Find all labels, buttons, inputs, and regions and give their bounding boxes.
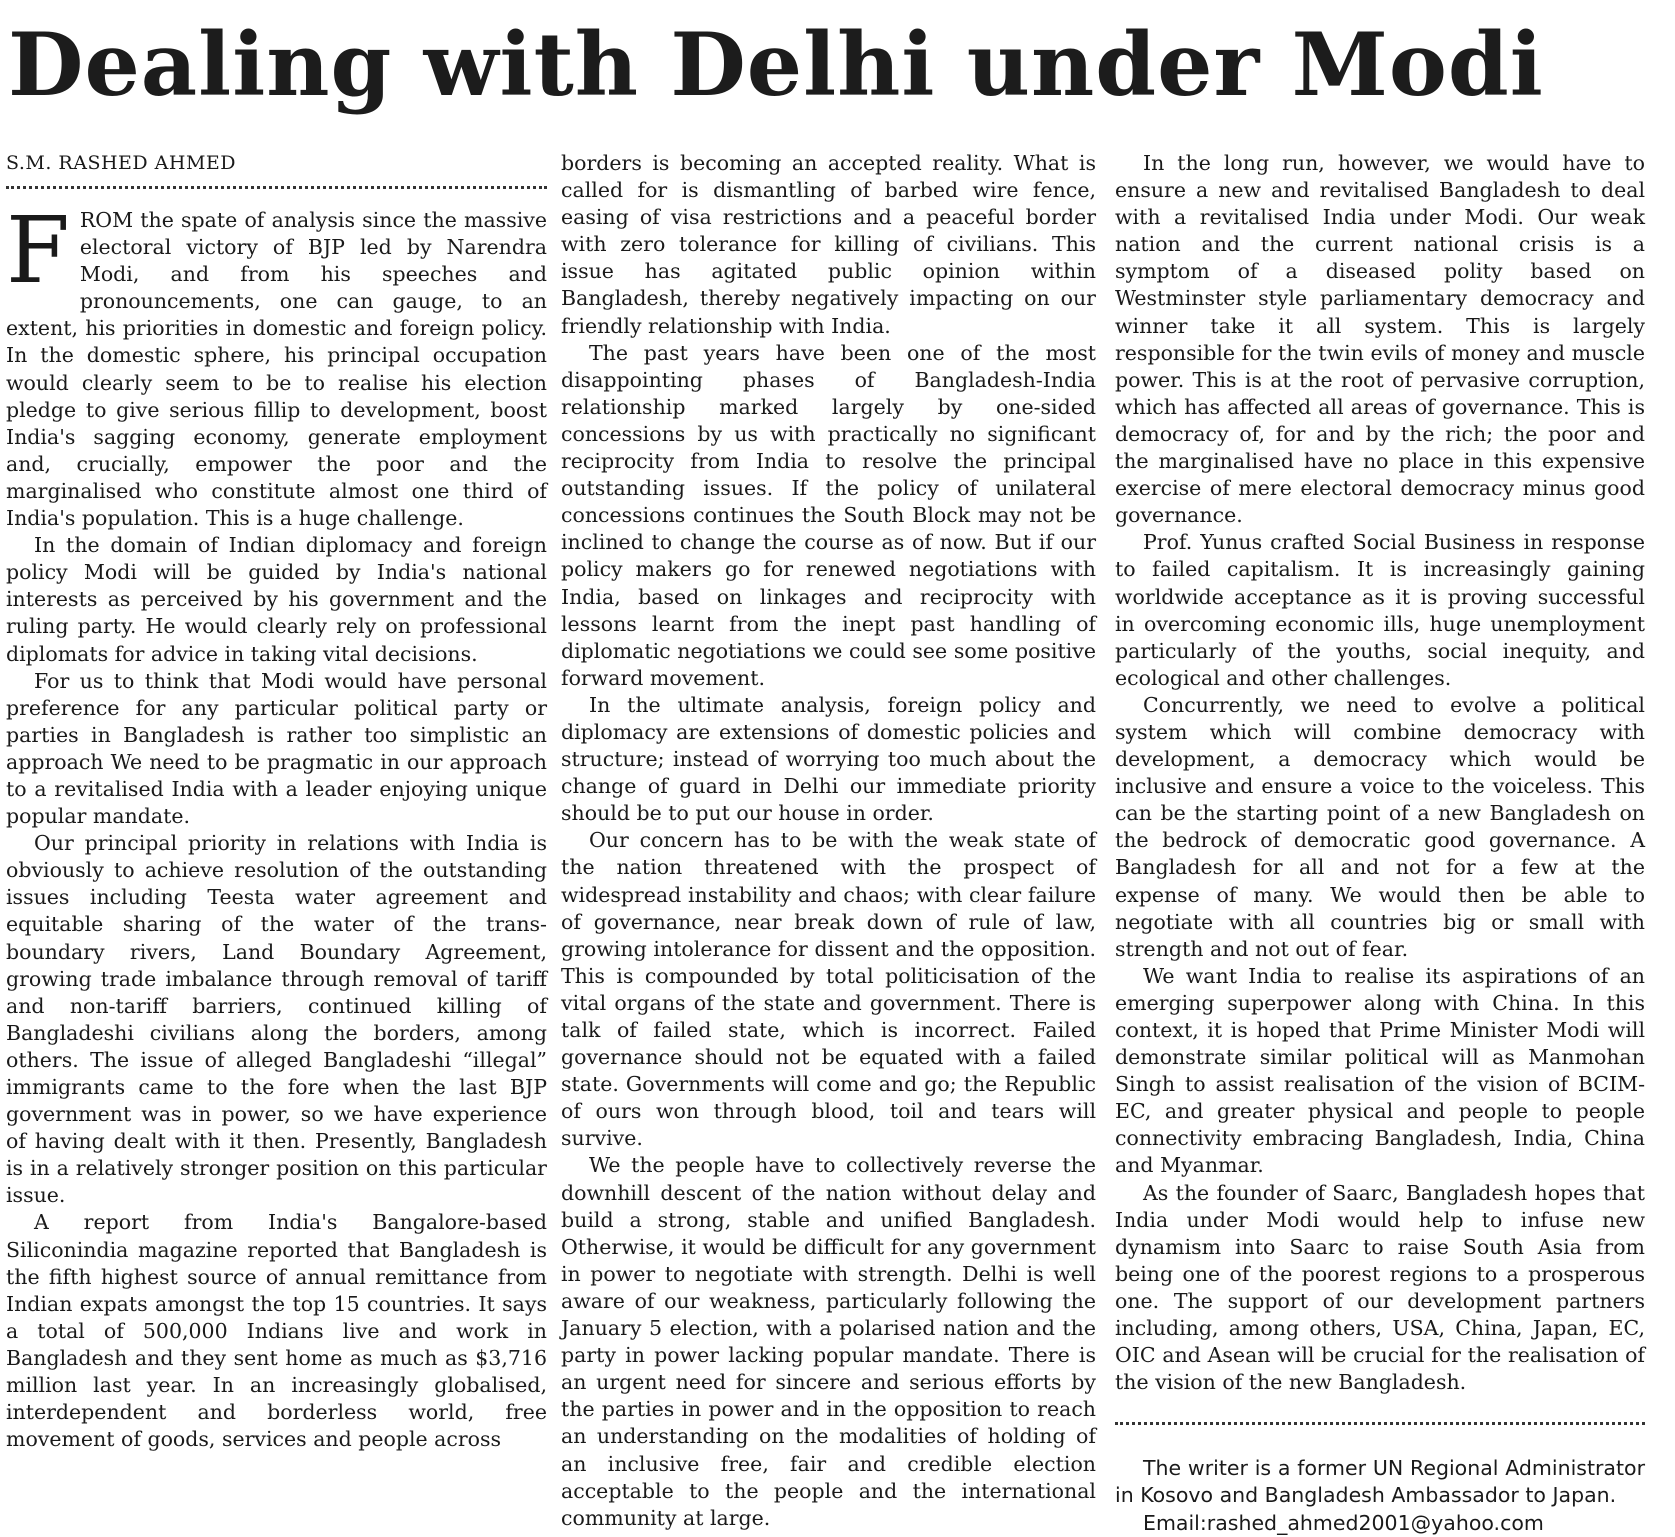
paragraph: FROM the spate of analysis since the massive electoral victory of BJP led by Narendra Modi, and from his speeches and pronouncements, one can gauge, to an extent, his priorities in domestic and foreign policy. In the domestic sphere, his principal occupation would clearly seem to be to realise his election pledge to give serious fillip to development, boost India's sagging economy, generate employment and, crucially, empower the poor and the marginalised who constitute almost one third of India's population. This is a huge challenge. [6,197,547,531]
paragraph: borders is becoming an accepted reality. What is called for is dismantling of barbed wire fence, easing of visa restrictions and a peaceful border with zero tolerance for killing of civilians. This issue has agitated public opinion within Bangladesh, thereby negatively impacting on our friendly relationship with India. [561,151,1096,338]
paragraph: In the long run, however, we would have to ensure a new and revitalised Bangladesh to deal with a revitalised India under Modi. Our weak nation and the current national crisis is a symptom of a diseased polity based on Westminster style parliamentary democracy and winner take it all system. This is largely responsible for the twin evils of money and muscle power. This is at the root of pervasive corruption, which has affected all areas of governance. This is democracy of, for and by the rich; the poor and the marginalised have no place in this expensive exercise of mere electoral democracy minus good governance. [1115,151,1645,528]
writer-note: The writer is a former UN Regional Administrator in Kosovo and Bangladesh Ambassador to Japan. [1115,1456,1645,1508]
byline: S.M. RASHED AHMED [6,152,237,174]
headline: Dealing with Delhi under Modi [8,13,1544,116]
paragraph: The past years have been one of the most disappointing phases of Bangladesh-India relationship marked largely by one-sided concessions by us with practically no significant reciprocity from India to resolve the principal outstanding issues. If the policy of unilateral concessions continues the South Block may not be inclined to change the course as of now. But if our policy makers go for renewed negotiations with India, based on linkages and reciprocity with lessons learnt from the inept past handling of diplomatic negotiations we could see some positive forward movement. [561,340,1096,690]
byline-divider [6,186,547,189]
drop-cap: F [6,197,70,304]
paragraph: Concurrently, we need to evolve a political system which will combine democracy with development, a democracy which would be inclusive and ensure a voice to the voiceless. This can be the starting point of a new Bangladesh on the bedrock of democratic good governance. A Bangladesh for all and not for a few at the expense of many. We would then be able to negotiate with all countries big or small with strength and not out of fear. [1115,692,1645,961]
column-3 [1115,150,1645,1537]
writer-email: Email:rashed_ahmed2001@yahoo.com [1143,1510,1544,1535]
paragraph: A report from India's Bangalore-based Siliconindia magazine reported that Bangladesh is the fifth highest source of annual remittance from Indian expats amongst the top 15 countries. It says a total of 500,000 Indians live and work in Bangladesh and they sent home as much as $3,716 million last year. In an increasingly globalised, interdependent and borderless world, free movement of goods, services and people across [6,1210,547,1452]
paragraph: In the ultimate analysis, foreign policy and diplomacy are extensions of domestic policies and structure; instead of worrying too much about the change of guard in Delhi our immediate priority should be to put our house in order. [561,692,1096,826]
paragraph: We want India to realise its aspirations of an emerging superpower along with China. In this context, it is hoped that Prime Minister Modi will demonstrate similar political will as Manmohan Singh to assist realisation of the vision of BCIM-EC, and greater physical and people to people connectivity embracing Bangladesh, India, China and Myanmar. [1115,963,1645,1178]
article-end-divider [1115,1422,1645,1425]
paragraph: Our principal priority in relations with India is obviously to achieve resolution of the outstanding issues including Teesta water agreement and equitable sharing of the water of the trans-boundary rivers, Land Boundary Agreement, growing trade imbalance through removal of tariff and non-tariff barriers, continued killing of Bangladeshi civilians along the borders, among others. The issue of alleged Bangladeshi “illegal” immigrants came to the fore when the last BJP government was in power, so we have experience of having dealt with it then. Presently, Bangladesh is in a relatively stronger position on this particular issue. [6,831,547,1208]
paragraph: Our concern has to be with the weak state of the nation threatened with the prospect of widespread instability and chaos; with clear failure of governance, near break down of rule of law, growing intolerance for dissent and the opposition. This is compounded by total politicisation of the vital organs of the state and government. There is talk of failed state, which is incorrect. Failed governance should not be equated with a failed state. Governments will come and go; the Republic of ours won through blood, toil and tears will survive. [561,828,1096,1151]
column-1 [6,150,547,1453]
paragraph: Prof. Yunus crafted Social Business in response to failed capitalism. It is increasingly gaining worldwide acceptance as it is proving successful in overcoming economic ills, huge unemployment particularly of the youths, social inequity, and ecological and other challenges. [1115,530,1645,690]
column-2 [561,150,1096,1532]
paragraph: As the founder of Saarc, Bangladesh hopes that India under Modi would help to infuse new dynamism into Saarc to raise South Asia from being one of the poorest regions to a prosperous one. The support of our development partners including, among others, USA, China, Japan, EC, OIC and Asean will be crucial for the realisation of the vision of the new Bangladesh. [1115,1180,1645,1395]
paragraph: We the people have to collectively reverse the downhill descent of the nation without delay and build a strong, stable and unified Bangladesh. Otherwise, it would be difficult for any government in power to negotiate with strength. Delhi is well aware of our weakness, particularly following the January 5 election, with a polarised nation and the party in power lacking popular mandate. There is an urgent need for sincere and serious efforts by the parties in power and in the opposition to reach an understanding on the modalities of holding of an inclusive free, fair and credible election acceptable to the people and the international community at large. [561,1153,1096,1530]
paragraph: For us to think that Modi would have personal preference for any particular political party or parties in Bangladesh is rather too simplistic an approach We need to be pragmatic in our approach to a revitalised India with a leader enjoying unique popular mandate. [6,668,547,829]
paragraph: In the domain of Indian diplomacy and foreign policy Modi will be guided by India's national interests as perceived by his government and the ruling party. He would clearly rely on professional diplomats for advice in taking vital decisions. [6,533,547,666]
